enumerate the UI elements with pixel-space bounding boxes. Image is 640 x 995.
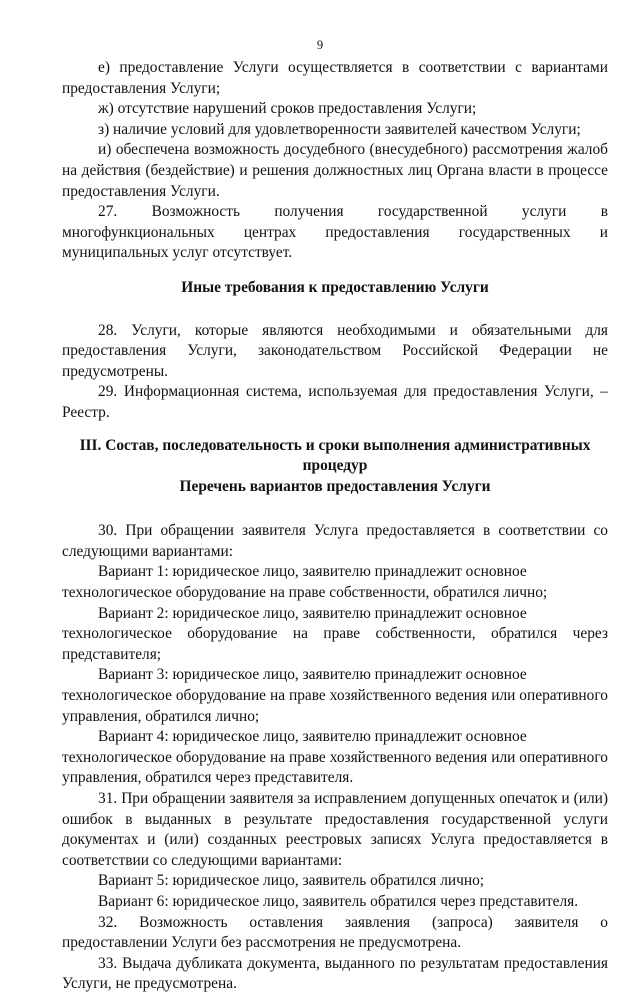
variant-label: Вариант 4:: [98, 728, 169, 746]
variant-rest: технологическое оборудование на праве хозяйственного ведения или оперативного управления, обратился через представителя.: [62, 748, 608, 787]
paragraph-i: и) обеспечена возможность досудебного (внесудебного) рассмотрения жалоб на действия (бездействие) и решения должностных лиц Органа власти в процессе предоставления Услуги.: [62, 141, 608, 200]
variant-1: [62, 562, 608, 603]
variant-first-line: юридическое лицо, заявителю принадлежит основное: [172, 604, 527, 622]
variant-label: Вариант 3:: [98, 666, 169, 684]
paragraph-32: 32. Возможность оставления заявления (запроса) заявителя о предоставлении Услуги без рассмотрения не предусмотрена.: [62, 913, 608, 952]
variant-label: Вариант 1:: [98, 563, 169, 581]
variant-first-line: юридическое лицо, заявителю принадлежит основное: [172, 563, 527, 581]
paragraph-z: з) наличие условий для удовлетворенности заявителей качеством Услуги;: [98, 120, 581, 138]
heading-other-requirements: Иные требования к предоставлению Услуги: [181, 278, 489, 296]
paragraph-31: 31. При обращении заявителя за исправлением допущенных опечаток и (или) ошибок в выданных в результате предоставления государственной услуги документах и (или) созданных реестровых записях Услуга предоставляется в соответствии со следующими вариантами:: [62, 790, 608, 869]
paragraph-33: 33. Выдача дубликата документа, выданного по результатам предоставления Услуги, не предусмотрена.: [62, 954, 608, 993]
variant-rest: технологическое оборудование на праве собственности, обратился через представителя;: [62, 625, 608, 663]
variant-label: Вариант 2:: [98, 604, 169, 622]
variant-4: [62, 727, 608, 789]
section-title: III. Состав, последовательность и сроки выполнения административных процедур: [79, 436, 591, 475]
variant-rest: технологическое оборудование на праве собственности, обратился лично;: [62, 584, 548, 602]
variant-first-line: юридическое лицо, заявителю принадлежит основное: [172, 666, 527, 684]
variant-2: [62, 604, 608, 666]
document-body: [62, 58, 608, 995]
page-number: 9: [316, 38, 324, 52]
variant-3: [62, 665, 608, 727]
paragraph-zh: ж) отсутствие нарушений сроков предоставления Услуги;: [98, 100, 477, 118]
paragraph-28: 28. Услуги, которые являются необходимыми и обязательными для предоставления Услуги, законодательством Российской Федерации не предусмотрены.: [62, 321, 608, 380]
variant-first-line: юридическое лицо, заявителю принадлежит основное: [172, 728, 527, 746]
paragraph-e: е) предоставление Услуги осуществляется в соответствии с вариантами предоставления Услуги;: [62, 59, 608, 97]
section-subtitle: Перечень вариантов предоставления Услуги: [179, 477, 491, 495]
variant-6: Вариант 6: юридическое лицо, заявитель обратился через представителя.: [98, 892, 579, 910]
paragraph-27: 27. Возможность получения государственной услуги в многофункциональных центрах предоставления государственных и муниципальных услуг отсутствует.: [62, 203, 608, 262]
variant-rest: технологическое оборудование на праве хозяйственного ведения или оперативного управления, обратился лично;: [62, 687, 608, 725]
paragraph-30: 30. При обращении заявителя Услуга предоставляется в соответствии со следующими вариантами:: [62, 522, 608, 560]
paragraph-29: 29. Информационная система, используемая для предоставления Услуги, – Реестр.: [62, 383, 608, 421]
variant-5: Вариант 5: юридическое лицо, заявитель обратился лично;: [98, 872, 485, 890]
